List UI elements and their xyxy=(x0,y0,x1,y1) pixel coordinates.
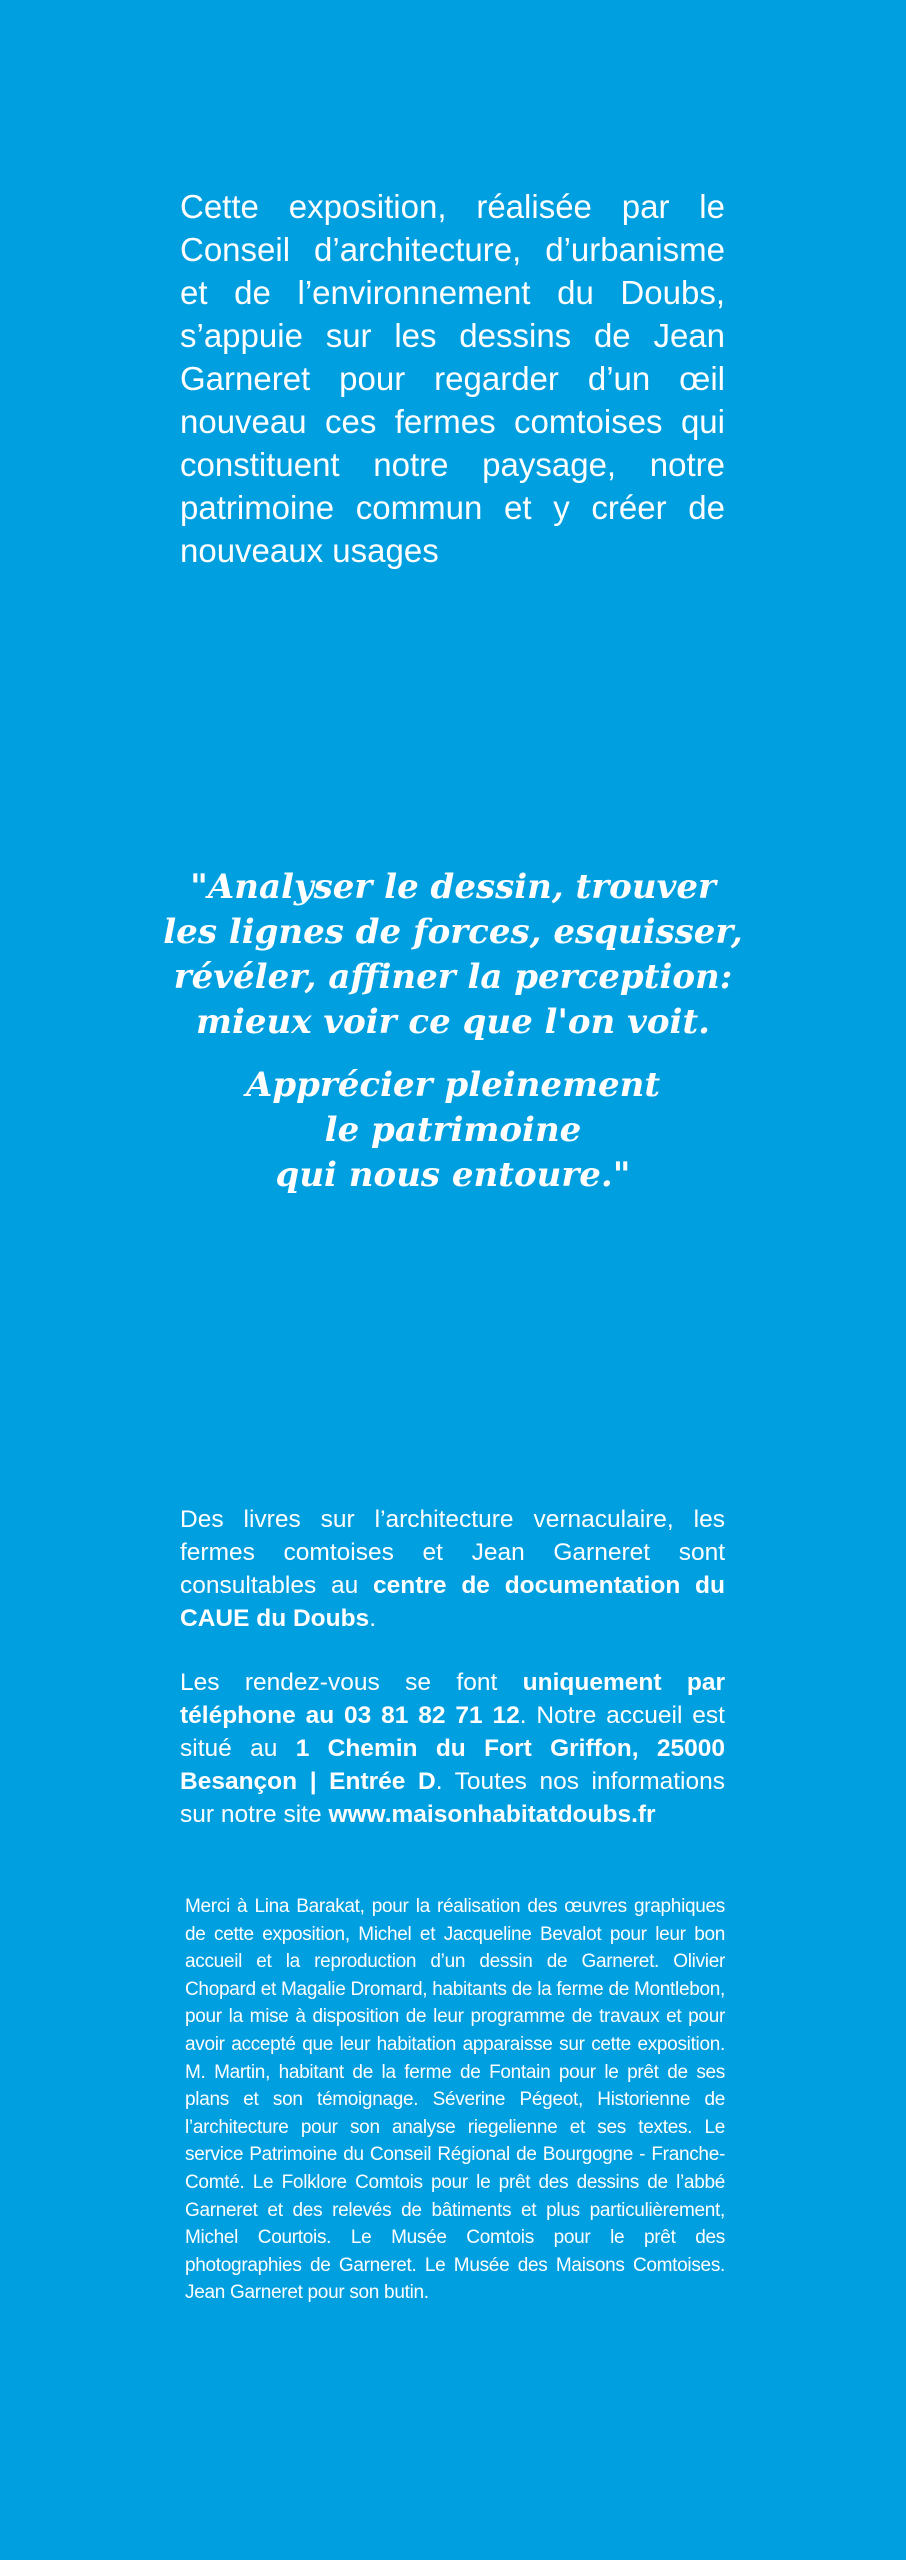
website-link[interactable]: www.maisonhabitatdoubs.fr xyxy=(328,1801,656,1828)
address: 1 Chemin du Fort Griffon, 25000 Besançon | Entrée D xyxy=(180,1735,725,1795)
appointment-paragraph xyxy=(180,1666,725,1831)
quote-line: "Analyser le dessin, trouver xyxy=(190,867,716,907)
quote-line: révéler, affiner la perception: xyxy=(173,957,733,997)
acknowledgements-paragraph: Merci à Lina Barakat, pour la réalisation des œuvres graphiques de cette exposition, Michel et Jacqueline Bevalot pour leur bon accueil et la reproduction d’un dessin de Garneret. Olivier Chopard et Magalie Dromard, habitants de la ferme de Montlebon, pour la mise à disposition de leur programme de travaux et pour avoir accepté que leur habitation apparaisse sur cette exposition. M. Martin, habitant de la ferme de Fontain pour le prêt de ses plans et son témoignage. Séverine Pégeot, Historienne de l’architecture pour son analyse riegelienne et ses textes. Le service Patrimoine du Conseil Régional de Bourgogne - Franche-Comté. Le Folklore Comtois pour le prêt des dessins de l’abbé Garneret et des relevés de bâtiments et plus particulièrement, Michel Courtois. Le Musée Comtois pour le prêt des photographies de Garneret. Le Musée des Maisons Comtoises. Jean Garneret pour son butin. xyxy=(185,1896,725,2304)
phone-number: uniquement par téléphone au 03 81 82 71 12 xyxy=(180,1669,726,1729)
quote-line: qui nous entoure." xyxy=(275,1155,631,1195)
info-text: . Notre accueil est situé au xyxy=(180,1702,725,1762)
quote-part-1 xyxy=(150,865,756,1045)
quote-line: les lignes de forces, esquisser, xyxy=(163,912,743,952)
documentation-center-name: centre de documentation du CAUE du Doubs xyxy=(180,1572,725,1632)
info-text: Les rendez-vous se font xyxy=(180,1669,523,1696)
info-text: . xyxy=(369,1605,376,1632)
info-text: . Toutes nos informations sur notre site xyxy=(180,1768,725,1828)
quote-line: le patrimoine xyxy=(324,1110,582,1150)
garneret-quote xyxy=(150,865,756,1198)
quote-line: mieux voir ce que l'on voit. xyxy=(195,1002,711,1042)
documentation-center-paragraph xyxy=(180,1503,725,1635)
quote-part-2 xyxy=(150,1063,756,1198)
quote-line: Apprécier pleinement xyxy=(245,1065,661,1105)
info-text: Des livres sur l’architecture vernaculaire, les fermes comtoises et Jean Garneret sont consultables au xyxy=(180,1506,725,1599)
intro-paragraph: Cette exposition, réalisée par le Conseil d’architecture, d’urbanisme et de l’environnement du Doubs, s’appuie sur les dessins de Jean Garneret pour regarder d’un œil nouveau ces fermes comtoises qui constituent notre paysage, notre patrimoine commun et y créer de nouveaux usages xyxy=(180,188,725,569)
